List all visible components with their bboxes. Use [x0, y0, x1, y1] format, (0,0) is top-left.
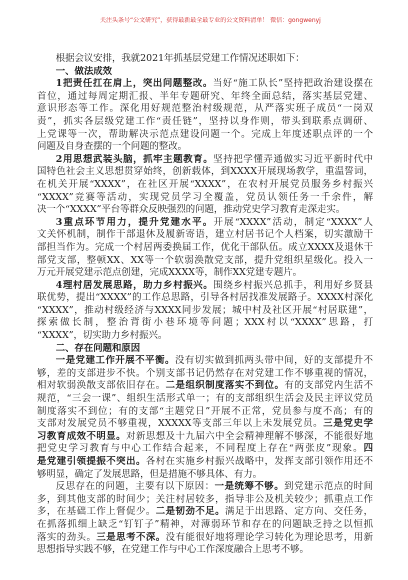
body-text: 没有能很好地将理论学习转化为理论思考，用新 [165, 531, 373, 543]
body-text: 没有切实做到抓两头带中间，好的支部提升不 [174, 355, 373, 367]
text-line [37, 229, 373, 242]
paragraph [37, 355, 373, 481]
body-text: 落实的劲头。 [37, 531, 97, 543]
text-line [37, 129, 373, 142]
bold-text: 4理村居发展思路，助力乡村振兴。 [55, 279, 214, 291]
text-line [37, 393, 373, 406]
section-heading [37, 66, 373, 79]
body-text: 有的支部党内生活不 [284, 380, 373, 392]
text-line [37, 66, 373, 79]
body-text: 支部对发展党员不够重视，XXXXX等支部三年以上未发展党员。 [37, 418, 324, 430]
promo-banner-text: 关注头条号“公文研究”，获得最新最全最专业的公文资料清单！ 微信：gongwenyj [100, 17, 321, 24]
text-line [37, 443, 373, 456]
bold-text: 一是党建工作开展不平衡。 [55, 355, 175, 367]
text-line [37, 242, 373, 255]
body-text: 意识形态等工作。深化用好规范整治村级规范，从严落实班子成员“一岗双 [37, 103, 373, 115]
text-line [37, 532, 373, 545]
text-line [37, 544, 373, 557]
text-line [37, 78, 373, 91]
body-text: 对新思想及十九届六中全会精神理解不够深，不能很好地 [126, 430, 373, 442]
paragraph [37, 217, 373, 280]
bold-text: 四 [363, 443, 373, 455]
text-line [37, 469, 373, 482]
text-line [37, 481, 373, 494]
body-text: 多，到其他支部的时间少；关注村居较多，指导非公及机关较少；抓重点工作 [37, 493, 373, 505]
text-line [37, 204, 373, 217]
bold-text: 三是思考不深。 [96, 531, 166, 543]
text-line [37, 280, 373, 293]
body-text: 问题及自身查摆的一个问题的整改。 [37, 141, 188, 153]
body-text: 各村在实施乡村振兴战略中，发挥支部引领作用还不 [145, 456, 373, 467]
text-line [37, 494, 373, 507]
text-line [37, 154, 373, 167]
body-text: 联优势，提出“XXXX”的工作总思路，引导各村居找准发展路子。XXXX村深化 [37, 292, 373, 304]
text-line [37, 116, 373, 129]
body-text: 当好“施工队长”坚持把政治建设摆在 [212, 78, 373, 90]
body-text: 满足于出思路、定方向、交任务， [225, 506, 373, 518]
body-text: 相对软弱涣散支部依旧存在。 [37, 380, 166, 392]
text-line [37, 292, 373, 305]
text-line [37, 141, 373, 154]
bold-text: 习教育成效不明显。 [37, 430, 127, 442]
text-line [37, 217, 373, 230]
body-text: 部党支部，整顿XX、XX等一个软弱涣散党支部，提升党组织星级化。投入一 [37, 254, 373, 266]
body-text: 够，差的支部进步不快。个别支部书记仍然存在对党建工作不够重视的情况， [37, 367, 373, 379]
body-text: 探索做长制，整治背街小巷环境等问题；XXX村以“XXXX”思路，打 [37, 317, 373, 329]
text-line [37, 317, 373, 330]
text-line [37, 267, 373, 280]
paragraph [37, 154, 373, 217]
bold-text: 2用思想武装头脑，抓牢主题教育。 [55, 153, 214, 165]
text-line [37, 519, 373, 532]
paragraph [37, 481, 373, 557]
bold-text: 是党建引领提振不突出。 [37, 456, 146, 467]
body-text: 多，在基础工作上督促少。 [37, 506, 156, 518]
text-line [37, 103, 373, 116]
document-body [37, 53, 373, 557]
body-text: 在机关开展“XXXX”，在社区开展“XXXX”，在农村开展党员服务乡村振兴 [37, 178, 373, 190]
body-text: 坚持把学懂弄通做实习近平新时代中 [213, 153, 373, 165]
body-text: “XXXX”，推动村级经济与XXXX同步发展；城中村及社区开展“村居联建”， [37, 304, 373, 316]
bold-text: 二是韧劲不足。 [155, 506, 226, 518]
text-line [37, 343, 373, 356]
intro-paragraph [37, 53, 373, 66]
body-text: 制度落实不到位；有的支部“主题党日”开展不正常，党员参与度不高；有的 [37, 405, 373, 417]
body-text: 开展“XXXX”活动，制定“XXXX”人 [213, 216, 373, 228]
text-line [37, 166, 373, 179]
paragraph [37, 78, 373, 154]
text-line [37, 91, 373, 104]
text-line [37, 431, 373, 444]
body-text: 责”，抓实各层级党建工作“责任链”，坚持以身作则，带头到联系点调研、 [37, 115, 373, 127]
body-text: 决一个“XXXX”平台等群众反映强烈的问题，推动党史学习教育走深走实。 [37, 204, 346, 216]
text-line [37, 355, 373, 368]
text-line [37, 53, 373, 66]
body-text: 思想指导实践不够，在党建工作与中心工作深度融合上思考不够。 [37, 544, 309, 556]
text-line [37, 192, 373, 205]
body-text: 够明显，确定了发展思路，但是措施不够具体、有力。 [37, 468, 263, 480]
body-text: 规范，“三会一课”、组织生活形式单一；有的支部组织生活会及民主评议党员 [37, 393, 373, 405]
body-text: 在抓落抓细上缺乏“钉钉子”精神，对薄弱环节和存在的问题缺乏持之以恒抓 [37, 518, 373, 530]
bold-text: 二是组织制度落实不到位。 [165, 380, 285, 392]
body-text: 到党建示范点的时间 [284, 481, 373, 493]
text-line [37, 179, 373, 192]
body-text: 围绕乡村振兴总抓手，利用好乡贤县 [213, 279, 373, 291]
text-line [37, 418, 373, 431]
bold-text: 1把责任扛在肩上，突出问题整改。 [55, 78, 213, 90]
text-line [37, 380, 373, 393]
bold-text: 3重点环节用力，提升党建水平。 [55, 216, 214, 228]
body-text: 万元开展党建示范点创建，完成XXXX等，制作XX党建专题片。 [37, 267, 303, 279]
body-text: 部担当作为。完成一个村居两委换届工作，优化干部队伍。成立XXXX及退休干 [37, 241, 373, 253]
text-line [37, 305, 373, 318]
text-line [37, 406, 373, 419]
body-text: 文关怀机制，制作干部退休及履新寄语，建立村居书记个人档案，切实激励干 [37, 229, 373, 241]
bold-text: 一、做法成效 [55, 65, 113, 77]
text-line [37, 330, 373, 343]
body-text: 首位，通过每周定期汇报、半年专题研究、年终全面总结，落实基层党建、 [37, 90, 373, 102]
text-line [37, 506, 373, 519]
text-line [37, 368, 373, 381]
body-text: 上党课等一次，帮助解决示范点建设问题一个。完成上年度述职点评的一个 [37, 128, 373, 140]
text-line [37, 255, 373, 268]
body-text: “XXXX”竞赛等活动，实现党员学习全覆盖，党员认领任务一千余件，解 [37, 191, 373, 203]
body-text: 把党史学习教育与中心工作结合起来，不同程度上存在“两张皮”现象。 [37, 443, 364, 455]
bold-text: 一是统筹不够。 [214, 481, 285, 493]
bold-text: 二、存在问题和原因 [55, 342, 141, 354]
body-text: “XXXX”，切实助力乡村振兴。 [37, 330, 168, 342]
body-text: 根据会议安排，我就2021年抓基层党建工作情况述职如下： [55, 53, 305, 64]
section-heading [37, 343, 373, 356]
paragraph [37, 280, 373, 343]
body-text: 反思存在的问题，主要有以下原因： [55, 481, 215, 493]
text-line [37, 456, 373, 469]
bold-text: 三是党史学 [323, 418, 373, 430]
body-text: 国特色社会主义思想贯穿始终，创新载体，到XXXX开展现场教学，重温誓词， [37, 166, 373, 178]
